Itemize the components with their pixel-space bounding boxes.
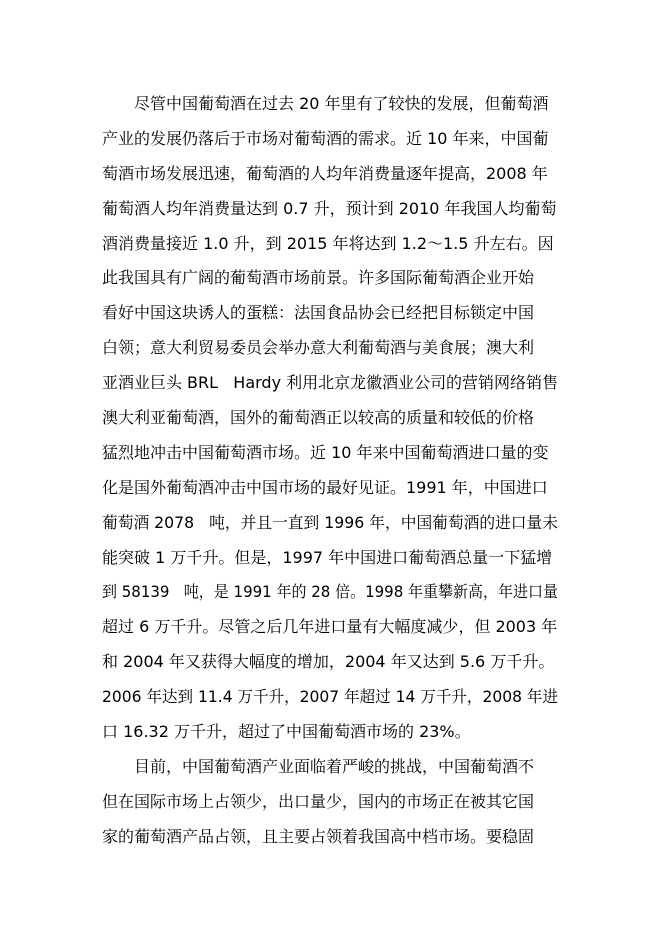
paragraph-line: 能突破 1 万千升。但是，1997 年中国进口葡萄酒总量一下猛增 <box>102 547 553 567</box>
paragraph-line: 化是国外葡萄酒冲击中国市场的最好见证。1991 年，中国进口 <box>102 477 548 497</box>
paragraph-line: 2006 年达到 11.4 万千升，2007 年超过 14 万千升，2008 年进 <box>102 687 558 707</box>
paragraph-line: 到 58139 吨，是 1991 年的 28 倍。1998 年重攀新高，年进口量 <box>102 582 558 602</box>
paragraph-line: 口 16.32 万千升，超过了中国葡萄酒市场的 23%。 <box>102 722 471 742</box>
paragraph-line: 超过 6 万千升。尽管之后几年进口量有大幅度减少，但 2003 年 <box>102 617 558 637</box>
paragraph-line: 白领；意大利贸易委员会举办意大利葡萄酒与美食展；澳大利 <box>102 338 535 358</box>
paragraph-line: 酒消费量接近 1.0 升，到 2015 年将达到 1.2～1.5 升左右。因 <box>102 233 554 253</box>
paragraph-line: 葡萄酒人均年消费量达到 0.7 升，预计到 2010 年我国人均葡萄 <box>102 198 557 218</box>
paragraph-line: 目前，中国葡萄酒产业面临着严峻的挑战，中国葡萄酒不 <box>134 757 535 776</box>
paragraph-line: 看好中国这块诱人的蛋糕：法国食品协会已经把目标锁定中国 <box>102 303 535 323</box>
paragraph-line: 亚酒业巨头 BRL Hardy 利用北京龙徽酒业公司的营销网络销售 <box>102 373 559 393</box>
paragraph-line: 和 2004 年又获得大幅度的增加，2004 年又达到 5.6 万千升。 <box>102 652 555 672</box>
paragraph-wine-market-history <box>102 87 558 750</box>
paragraph-line: 但在国际市场上占领少，出口量少，国内的市场正在被其它国 <box>102 791 535 811</box>
paragraph-line: 尽管中国葡萄酒在过去 20 年里有了较快的发展，但葡萄酒 <box>134 94 549 113</box>
paragraph-line: 家的葡萄酒产品占领，且主要占领着我国高中档市场。要稳固 <box>102 826 535 846</box>
paragraph-line: 此我国具有广阔的葡萄酒市场前景。许多国际葡萄酒企业开始 <box>102 268 535 288</box>
paragraph-line: 产业的发展仍落后于市场对葡萄酒的需求。近 10 年来，中国葡 <box>102 128 549 148</box>
paragraph-industry-challenges <box>102 750 558 855</box>
paragraph-line: 萄酒市场发展迅速，葡萄酒的人均年消费量逐年提高，2008 年 <box>102 163 548 183</box>
paragraph-line: 葡萄酒 2078 吨，并且一直到 1996 年，中国葡萄酒的进口量未 <box>102 512 558 532</box>
paragraph-line: 澳大利亚葡萄酒，国外的葡萄酒正以较高的质量和较低的价格 <box>102 408 535 428</box>
paragraph-line: 猛烈地冲击中国葡萄酒市场。近 10 年来中国葡萄酒进口量的变 <box>102 442 549 462</box>
